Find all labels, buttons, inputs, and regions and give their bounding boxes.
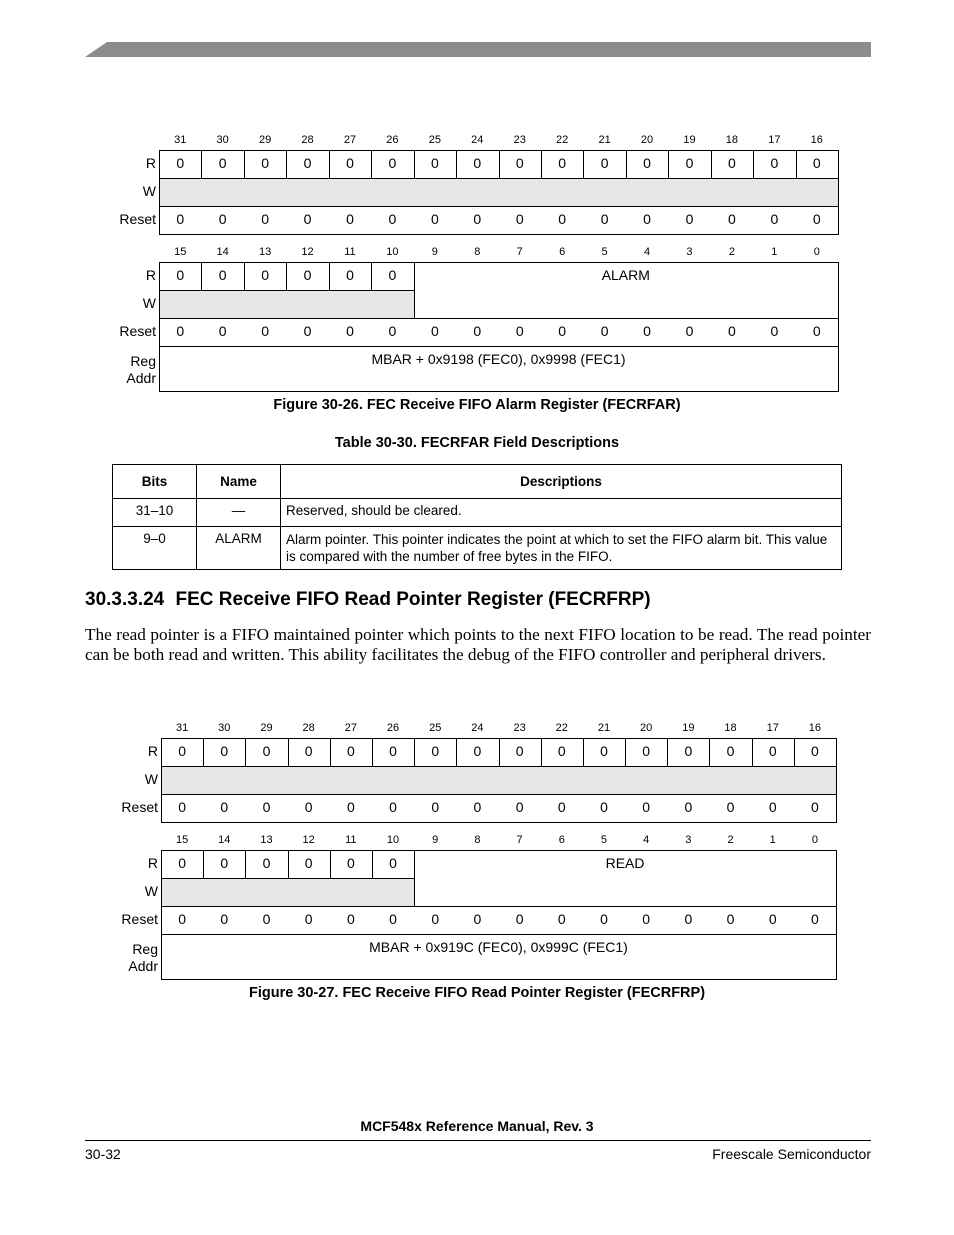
reset-bit-value: 0 — [346, 799, 355, 815]
bit-number: 10 — [386, 834, 400, 846]
read-bit-value: 0 — [218, 155, 227, 171]
read-bit-value: 0 — [262, 743, 271, 759]
read-bit-value: 0 — [728, 155, 736, 171]
bit-number: 26 — [386, 134, 399, 146]
bit-number: 25 — [429, 722, 442, 734]
bit-number: 18 — [725, 134, 739, 146]
reset-bit-value: 0 — [515, 323, 524, 339]
register-address: MBAR + 0x919C (FEC0), 0x999C (FEC1) — [369, 939, 628, 955]
row-divider — [159, 346, 838, 347]
read-bit-value: 0 — [178, 743, 186, 759]
row-divider — [161, 878, 414, 879]
reset-bit-value: 0 — [515, 911, 524, 927]
footer-manual-title: MCF548x Reference Manual, Rev. 3 — [360, 1118, 594, 1134]
field-name: READ — [605, 855, 645, 871]
bit-number: 17 — [766, 722, 779, 734]
reset-bit-value: 0 — [431, 799, 440, 815]
reset-bit-value: 0 — [811, 911, 819, 927]
read-bit-value: 0 — [218, 267, 227, 283]
reset-bit-value: 0 — [811, 799, 819, 815]
read-bit-value: 0 — [304, 855, 313, 871]
read-bit-value: 0 — [430, 155, 439, 171]
bit-number: 29 — [258, 134, 272, 146]
figure-30-27-caption: Figure 30-27. FEC Receive FIFO Read Pointer Register (FECRFRP) — [248, 985, 706, 1001]
bit-number: 3 — [685, 834, 692, 846]
bit-number: 9 — [431, 246, 438, 258]
bit-number: 16 — [810, 134, 823, 146]
reset-bit-value: 0 — [768, 911, 777, 927]
read-bit-value: 0 — [220, 743, 229, 759]
row-bits: 31–10 — [113, 499, 197, 527]
bit-number: 31 — [175, 722, 189, 734]
reset-bit-value: 0 — [262, 911, 271, 927]
bit-number: 15 — [174, 246, 187, 258]
bit-number: 27 — [344, 722, 357, 734]
reset-bit-value: 0 — [685, 211, 694, 227]
header-bar — [85, 42, 871, 57]
row-divider — [159, 206, 838, 207]
bit-number: 10 — [386, 246, 399, 258]
bit-number: 16 — [808, 722, 822, 734]
row-label-reg: Reg — [130, 353, 156, 369]
reset-bit-value: 0 — [303, 211, 312, 227]
read-bit-value: 0 — [685, 155, 694, 171]
reset-bit-value: 0 — [303, 323, 312, 339]
bit-number: 13 — [260, 834, 273, 846]
reset-bit-value: 0 — [262, 799, 271, 815]
reset-bit-value: 0 — [726, 911, 735, 927]
bit-number: 2 — [728, 246, 735, 258]
bit-number: 12 — [301, 246, 314, 258]
reset-bit-value: 0 — [388, 323, 397, 339]
section-title: FEC Receive FIFO Read Pointer Register (FECRFRP) — [175, 589, 651, 610]
reset-bit-value: 0 — [812, 211, 821, 227]
read-bit-value: 0 — [768, 743, 777, 759]
read-bit-value: 0 — [473, 155, 482, 171]
row-label-w: W — [142, 183, 156, 199]
bit-number: 1 — [771, 246, 778, 258]
reset-bit-value: 0 — [473, 211, 482, 227]
bit-number: 29 — [260, 722, 273, 734]
read-bit-value: 0 — [600, 155, 609, 171]
read-bit-value: 0 — [304, 743, 313, 759]
reset-bit-value: 0 — [473, 911, 482, 927]
bit-number: 5 — [600, 834, 608, 846]
read-bit-value: 0 — [303, 267, 312, 283]
read-bit-value: 0 — [642, 743, 651, 759]
read-bit-value: 0 — [346, 267, 354, 283]
reset-bit-value: 0 — [473, 323, 482, 339]
bit-number: 1 — [769, 834, 776, 846]
bit-number: 24 — [471, 722, 484, 734]
row-label-w: W — [144, 771, 158, 787]
row-label-reg: Reg — [132, 941, 158, 957]
bit-number: 12 — [302, 834, 315, 846]
section-heading — [85, 589, 651, 611]
bit-number: 28 — [302, 722, 315, 734]
bit-number: 19 — [683, 134, 696, 146]
bit-number: 9 — [432, 834, 439, 846]
reset-bit-value: 0 — [642, 911, 651, 927]
reset-bit-value: 0 — [684, 799, 693, 815]
read-bit-value: 0 — [346, 855, 355, 871]
bit-number: 6 — [559, 246, 566, 258]
reset-bit-value: 0 — [176, 323, 185, 339]
row-label-r: R — [147, 743, 158, 759]
row-divider — [161, 794, 836, 795]
reset-bit-value: 0 — [600, 911, 608, 927]
header-bits: Bits — [113, 465, 197, 499]
header-name: Name — [197, 465, 281, 499]
row-label-w: W — [144, 883, 158, 899]
reset-bit-value: 0 — [220, 911, 229, 927]
row-divider — [159, 290, 414, 291]
reset-bit-value: 0 — [304, 799, 313, 815]
bit-number: 19 — [682, 722, 695, 734]
row-bits: 9–0 — [113, 527, 197, 570]
bit-number: 4 — [643, 834, 650, 846]
row-label-w: W — [142, 295, 156, 311]
read-bit-value: 0 — [220, 855, 229, 871]
read-bit-value: 0 — [176, 155, 185, 171]
reset-bit-value: 0 — [643, 323, 651, 339]
reset-bit-value: 0 — [558, 323, 567, 339]
row-label-r: R — [147, 855, 158, 871]
row-label-r: R — [145, 155, 156, 171]
row-divider — [161, 766, 836, 767]
reset-bit-value: 0 — [684, 911, 693, 927]
reset-bit-value: 0 — [770, 323, 779, 339]
bit-number: 30 — [218, 722, 231, 734]
read-bit-value: 0 — [726, 743, 735, 759]
reset-bit-value: 0 — [600, 211, 609, 227]
bit-number: 26 — [386, 722, 400, 734]
header-descriptions: Descriptions — [281, 465, 842, 499]
read-bit-value: 0 — [346, 743, 355, 759]
bit-number: 21 — [597, 722, 611, 734]
bit-number: 4 — [643, 246, 651, 258]
read-bit-value: 0 — [303, 155, 312, 171]
bit-number: 8 — [474, 834, 481, 846]
read-bit-value: 0 — [600, 743, 608, 759]
reset-bit-value: 0 — [346, 211, 354, 227]
bit-number: 5 — [601, 246, 608, 258]
row-divider — [159, 178, 838, 179]
reset-bit-value: 0 — [218, 323, 227, 339]
reset-bit-value: 0 — [726, 799, 735, 815]
read-bit-value: 0 — [684, 743, 693, 759]
reset-bit-value: 0 — [389, 799, 397, 815]
table-30-30-caption: Table 30-30. FECRFAR Field Descriptions — [334, 435, 620, 451]
reset-bit-value: 0 — [346, 323, 354, 339]
reset-bit-value: 0 — [178, 799, 186, 815]
reset-bit-value: 0 — [389, 911, 397, 927]
bit-number: 21 — [598, 134, 611, 146]
row-label-reset: Reset — [119, 323, 156, 339]
reset-bit-value: 0 — [220, 799, 229, 815]
bit-number: 7 — [516, 246, 523, 258]
row-name: ALARM — [197, 527, 281, 570]
read-bit-value: 0 — [389, 743, 397, 759]
row-label-addr: Addr — [128, 958, 158, 974]
reset-bit-value: 0 — [642, 799, 651, 815]
reset-bit-value: 0 — [218, 211, 227, 227]
reset-bit-value: 0 — [430, 323, 439, 339]
row-label-reset: Reset — [119, 211, 156, 227]
row-divider — [159, 318, 838, 319]
bit-number: 31 — [174, 134, 187, 146]
row-label-reset: Reset — [121, 911, 158, 927]
reset-bit-value: 0 — [557, 799, 566, 815]
reset-bit-value: 0 — [685, 323, 694, 339]
bit-number: 7 — [516, 834, 523, 846]
read-bit-value: 0 — [473, 743, 482, 759]
bit-number: 25 — [428, 134, 441, 146]
read-bit-value: 0 — [346, 155, 354, 171]
reset-bit-value: 0 — [473, 799, 482, 815]
bit-number: 15 — [175, 834, 189, 846]
row-desc: Alarm pointer. This pointer indicates the point at which to set the FIFO alarm bit. This value is compared with the number of free bytes in the FIFO. — [281, 527, 842, 570]
bit-number: 30 — [216, 134, 229, 146]
section-body-text: The read pointer is a FIFO maintained pointer which points to the next FIFO location to be read. The read pointer can be both read and written. This ability facilitates the debug of the FIFO controller and peripheral drivers. — [85, 625, 871, 664]
row-desc: Reserved, should be cleared. — [281, 499, 842, 527]
read-bit-value: 0 — [812, 155, 821, 171]
read-bit-value: 0 — [178, 855, 186, 871]
field-name: ALARM — [601, 267, 650, 283]
footer-page-number: 30-32 — [85, 1146, 121, 1162]
section-number: 30.3.3.24 — [85, 589, 165, 610]
bit-number: 8 — [474, 246, 481, 258]
reset-bit-value: 0 — [600, 323, 609, 339]
fecrfar-field-table — [112, 464, 842, 570]
bit-number: 23 — [513, 134, 526, 146]
reset-bit-value: 0 — [643, 211, 651, 227]
bit-number: 24 — [471, 134, 484, 146]
read-bit-value: 0 — [388, 267, 397, 283]
row-label-reset: Reset — [121, 799, 158, 815]
reset-bit-value: 0 — [557, 911, 566, 927]
bit-number: 23 — [513, 722, 526, 734]
bit-number: 27 — [343, 134, 357, 146]
reset-bit-value: 0 — [346, 911, 355, 927]
reset-bit-value: 0 — [178, 911, 186, 927]
register-address: MBAR + 0x9198 (FEC0), 0x9998 (FEC1) — [371, 351, 626, 367]
bit-number: 13 — [258, 246, 272, 258]
reset-bit-value: 0 — [431, 911, 440, 927]
read-bit-value: 0 — [388, 155, 397, 171]
reset-bit-value: 0 — [728, 323, 736, 339]
reset-bit-value: 0 — [812, 323, 821, 339]
read-bit-value: 0 — [515, 743, 524, 759]
bit-number: 22 — [556, 134, 569, 146]
reset-bit-value: 0 — [304, 911, 313, 927]
reset-bit-value: 0 — [515, 211, 524, 227]
reset-bit-value: 0 — [388, 211, 397, 227]
table-row — [113, 527, 842, 570]
bit-number: 28 — [301, 134, 314, 146]
bit-number: 0 — [811, 834, 818, 846]
bit-number: 6 — [558, 834, 565, 846]
figure-30-26-caption: Figure 30-26. FEC Receive FIFO Alarm Register (FECRFAR) — [273, 397, 681, 413]
bit-number: 14 — [218, 834, 231, 846]
reset-bit-value: 0 — [430, 211, 439, 227]
bit-number: 0 — [813, 246, 820, 258]
read-bit-value: 0 — [643, 155, 651, 171]
row-label-r: R — [145, 267, 156, 283]
reset-bit-value: 0 — [176, 211, 185, 227]
bit-number: 20 — [640, 722, 653, 734]
read-bit-value: 0 — [770, 155, 779, 171]
row-divider — [161, 906, 836, 907]
reset-bit-value: 0 — [261, 323, 269, 339]
reset-bit-value: 0 — [558, 211, 567, 227]
reset-bit-value: 0 — [728, 211, 736, 227]
read-bit-value: 0 — [811, 743, 819, 759]
table-row — [113, 499, 842, 527]
footer-company: Freescale Semiconductor — [712, 1146, 871, 1162]
bit-number: 17 — [768, 134, 781, 146]
read-bit-value: 0 — [262, 855, 271, 871]
bit-number: 11 — [345, 834, 357, 846]
read-bit-value: 0 — [558, 155, 567, 171]
reset-bit-value: 0 — [768, 799, 777, 815]
bit-number: 11 — [344, 246, 356, 258]
bit-number: 18 — [724, 722, 737, 734]
row-divider — [161, 934, 836, 935]
reset-bit-value: 0 — [770, 211, 779, 227]
bit-number: 22 — [555, 722, 568, 734]
bit-number: 14 — [216, 246, 229, 258]
reset-bit-value: 0 — [515, 799, 524, 815]
reset-bit-value: 0 — [261, 211, 269, 227]
row-name: — — [197, 499, 281, 527]
read-bit-value: 0 — [431, 743, 440, 759]
table-header-row — [113, 465, 842, 499]
read-bit-value: 0 — [176, 267, 185, 283]
bit-number: 3 — [686, 246, 693, 258]
reset-bit-value: 0 — [600, 799, 608, 815]
read-bit-value: 0 — [557, 743, 566, 759]
read-bit-value: 0 — [389, 855, 397, 871]
read-bit-value: 0 — [261, 267, 269, 283]
bit-number: 2 — [727, 834, 734, 846]
footer-rule — [85, 1140, 871, 1141]
row-label-addr: Addr — [126, 370, 156, 386]
read-bit-value: 0 — [261, 155, 269, 171]
bit-number: 20 — [640, 134, 654, 146]
read-bit-value: 0 — [515, 155, 524, 171]
